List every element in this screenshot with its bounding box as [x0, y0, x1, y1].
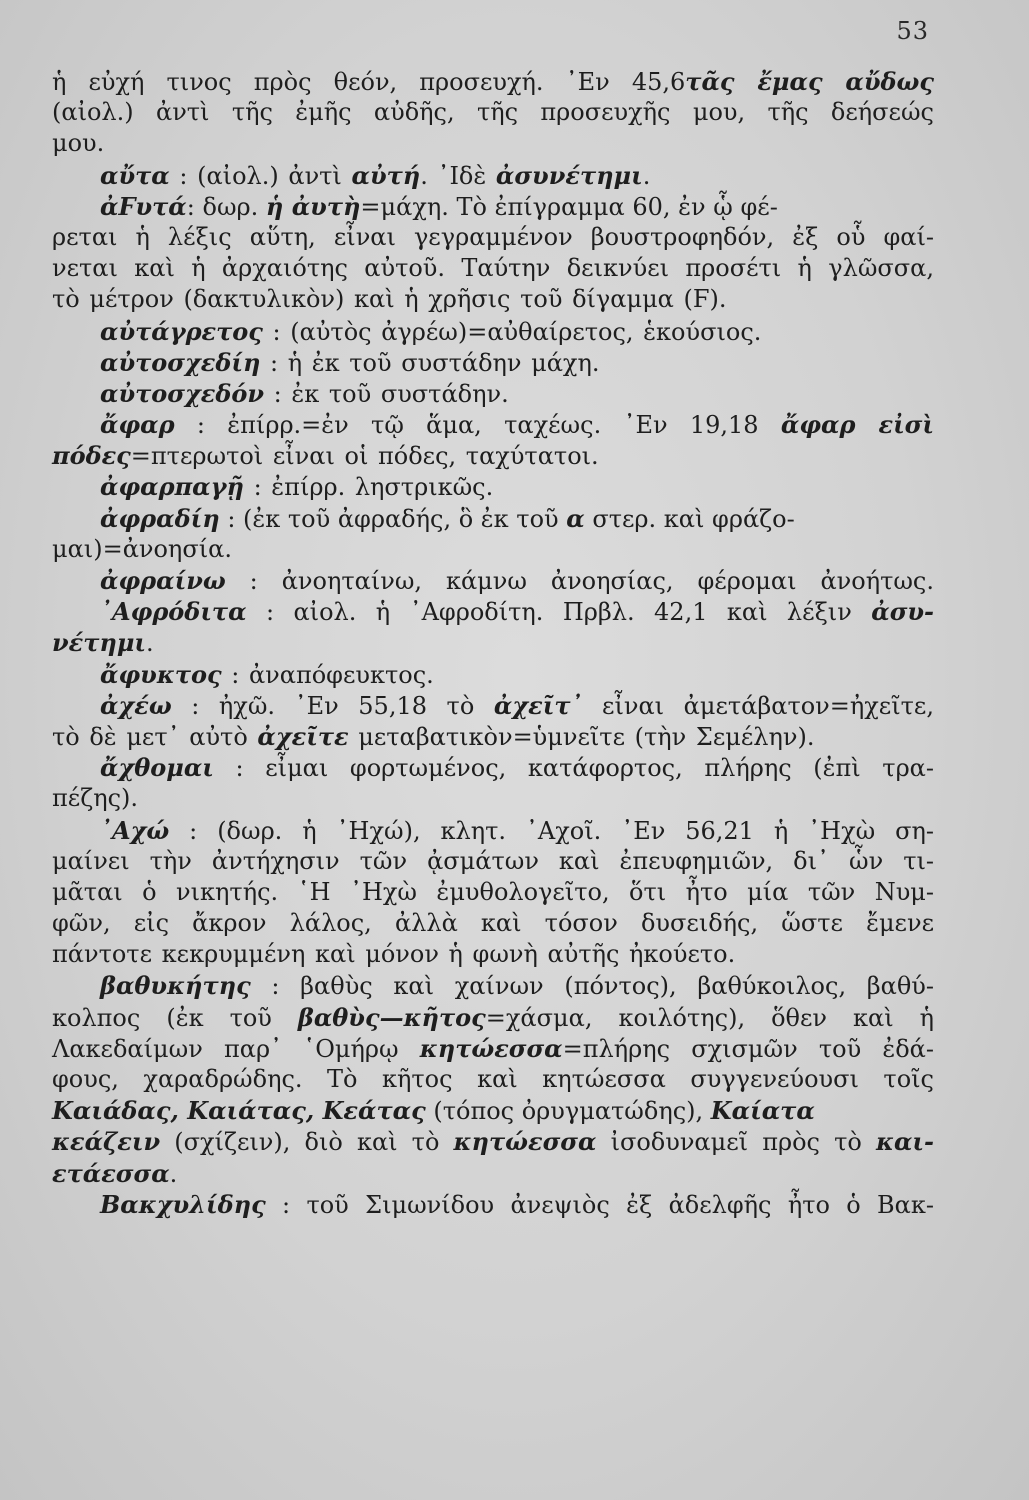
text-line	[52, 1095, 934, 1126]
line-content	[52, 1158, 177, 1190]
headword: ᾿Αχώ	[100, 815, 170, 845]
line-content	[100, 596, 934, 628]
headword: ἄφαρ	[100, 410, 175, 440]
line-content	[52, 1033, 934, 1065]
headword: πόδες	[52, 441, 131, 471]
text-line	[52, 222, 934, 253]
line-content	[52, 1126, 934, 1158]
headword: και-	[875, 1127, 934, 1157]
line-text: τὸ μέτρον (δακτυλικὸν) καὶ ἡ χρῆσις τοῦ δίγαμμα (Ϝ).	[52, 285, 727, 314]
line-content	[100, 378, 509, 410]
text-line	[52, 1002, 934, 1033]
line-content	[52, 284, 727, 315]
headword: Καιάδας, Καιάτας, Κεάτας	[52, 1096, 426, 1126]
line-content	[52, 222, 934, 253]
text-line	[52, 1033, 934, 1064]
line-content	[52, 627, 154, 659]
text-line	[52, 783, 934, 814]
line-text: μαίνει τὴν ἀντήχησιν τῶν ᾀσμάτων καὶ ἐπευφημιῶν, δι᾿ ὧν τι-	[52, 846, 934, 875]
text-line	[52, 191, 934, 222]
text-line	[52, 316, 934, 347]
headword: ἡ ἀυτὴ	[265, 191, 361, 221]
line-text: ἰσοδυναμεῖ πρὸς τὸ	[596, 1128, 876, 1157]
line-content	[100, 191, 778, 223]
line-content	[52, 253, 934, 284]
headword: ᾿Αφρόδιτα	[100, 597, 247, 627]
headword: βαθυκήτης	[100, 971, 251, 1001]
page-number: 53	[896, 17, 929, 45]
line-text: . ᾿Ιδὲ	[420, 161, 496, 190]
text-line	[52, 409, 934, 440]
text-line	[52, 347, 934, 378]
text-line	[52, 440, 934, 471]
line-content	[100, 409, 934, 441]
headword: τᾶς ἔμας αὔδως	[685, 67, 934, 96]
line-content	[52, 1002, 934, 1034]
text-line	[52, 284, 934, 315]
line-content	[52, 846, 934, 877]
headword: ἀφαρπαγῇ	[100, 472, 244, 502]
line-text: : ἐπίρρ. ληστρικῶς.	[243, 473, 494, 502]
line-text: (σχίζειν), διὸ καὶ τὸ	[160, 1128, 454, 1157]
text-line	[52, 471, 934, 502]
line-text: : βαθὺς καὶ χαίνων (πόντος), βαθύκοιλος, βαθύ-	[250, 972, 934, 1001]
line-content	[52, 66, 934, 98]
headword: Βακχυλίδης	[100, 1189, 266, 1219]
text-line	[52, 534, 934, 565]
line-content	[52, 1095, 815, 1127]
text-line	[52, 128, 934, 159]
line-text: : ἡ ἐκ τοῦ συστάδην μάχη.	[260, 348, 600, 377]
line-text: νεται καὶ ἡ ἀρχαιότης αὐτοῦ. Ταύτην δεικνύει προσέτι ἡ γλῶσσα,	[52, 254, 934, 283]
headword: ἀχεῖτε	[257, 721, 349, 751]
headword: αὔτα	[100, 160, 170, 190]
line-content	[52, 908, 934, 939]
line-content	[100, 316, 761, 348]
headword: α	[566, 503, 585, 533]
line-text: : ἐκ τοῦ συστάδην.	[264, 379, 509, 408]
text-line	[52, 1126, 934, 1157]
headword: κητώεσσα	[419, 1033, 563, 1063]
line-text: : (αὐτὸς ἀγρέω)=αὐθαίρετος, ἑκούσιος.	[262, 317, 762, 346]
line-text: : τοῦ Σιμωνίδου ἀνεψιὸς ἐξ ἀδελφῆς ἦτο ὁ Βακ-	[265, 1190, 934, 1219]
text-line	[52, 503, 934, 534]
headword: κεάζειν	[52, 1127, 161, 1157]
text-line	[52, 378, 934, 409]
headword: ἀφραδίη	[100, 503, 220, 533]
line-text: πάντοτε κεκρυμμένη καὶ μόνον ἡ φωνὴ αὐτῆς ἠκούετο.	[52, 940, 736, 969]
line-content	[100, 659, 434, 691]
line-text: : ἐπίρρ.=ἐν τῷ ἅμα, ταχέως. ᾿Εν 19,18	[174, 411, 781, 440]
text-line	[52, 721, 934, 752]
text-line	[52, 690, 934, 721]
headword: κητώεσσα	[453, 1127, 597, 1157]
line-content	[52, 939, 735, 970]
headword: ετάεσσα	[52, 1158, 170, 1188]
text-line	[52, 1189, 934, 1220]
headword: αὐτοσχεδίη	[100, 347, 261, 377]
line-text: : αἰολ. ἡ ᾿Αφροδίτη. Πρβλ. 42,1 καὶ λέξιν	[246, 598, 872, 627]
line-content	[52, 1064, 934, 1095]
line-content	[52, 783, 138, 814]
line-content	[100, 815, 934, 847]
headword: αὐτοσχεδόν	[100, 378, 265, 408]
line-text: : εἶμαι φορτωμένος, κατάφορτος, πλήρης (ἐπὶ τρα-	[213, 754, 934, 783]
text-line	[52, 659, 934, 690]
line-text: πέζης).	[52, 784, 139, 813]
line-text: (τόπος ὀρυγματώδης),	[425, 1097, 711, 1126]
headword: ἄφαρ εἰσὶ	[780, 410, 934, 440]
text-line	[52, 97, 934, 128]
line-text: : δωρ.	[186, 192, 266, 221]
line-content	[52, 877, 934, 908]
text-line	[52, 846, 934, 877]
text-line	[52, 66, 934, 97]
line-content	[100, 1189, 934, 1221]
line-text: ρεται ἡ λέξις αὕτη, εἶναι γεγραμμένον βουστροφηδόν, ἐξ οὗ φαί-	[52, 222, 934, 251]
line-text: : ἠχῶ. ᾿Εν 55,18 τὸ	[171, 691, 494, 720]
text-line	[52, 160, 934, 191]
line-text: Λακεδαίμων παρ᾿ ῾Ομήρῳ	[52, 1034, 420, 1063]
line-content	[52, 440, 599, 472]
line-content	[52, 534, 232, 565]
line-text: : (δωρ. ἡ ᾿Ηχώ), κλητ. ᾿Αχοῖ. ᾿Εν 56,21 ἡ ᾿Ηχὼ ση-	[169, 816, 934, 845]
headword: ἀχέω	[100, 690, 172, 720]
text-line	[52, 752, 934, 783]
headword: Καίατα	[710, 1096, 815, 1126]
headword: νέτημι	[52, 628, 147, 658]
headword: αὐτή	[351, 160, 421, 190]
text-line	[52, 253, 934, 284]
text-line	[52, 596, 934, 627]
line-content	[52, 721, 814, 753]
line-text: μεταβατικὸν=ὑμνεῖτε (τὴν Σεμέλην).	[348, 722, 815, 751]
dictionary-text	[52, 66, 934, 1220]
headword: ἀχεῖτ᾿	[493, 690, 583, 720]
line-content	[100, 565, 934, 597]
headword: ἀσυνέτημι	[495, 160, 643, 190]
line-text: =μάχη. Τὸ ἐπίγραμμα 60, ἐν ᾧ φέ-	[360, 192, 778, 221]
headword: ἀσυ-	[871, 597, 934, 627]
text-line	[52, 565, 934, 596]
line-content	[100, 752, 934, 784]
line-text: .	[146, 629, 154, 658]
line-content	[100, 970, 934, 1002]
line-content	[100, 471, 493, 503]
text-line	[52, 970, 934, 1001]
headword: βαθὺς—κῆτος	[297, 1002, 486, 1032]
line-content	[100, 503, 795, 535]
line-text: .	[169, 1159, 178, 1188]
headword: ἄχθομαι	[100, 753, 214, 783]
line-text: εἶναι ἀμετάβατον=ἠχεῖτε,	[582, 691, 934, 720]
line-text: =πλήρης σχισμῶν τοῦ ἐδά-	[562, 1034, 934, 1063]
headword: ἀφραίνω	[100, 566, 226, 595]
line-text: : (ἐκ τοῦ ἀφραδής, ὃ ἐκ τοῦ	[219, 504, 567, 533]
line-text: μᾶται ὁ νικητής. ῾Η ᾿Ηχὼ ἐμυθολογεῖτο, ὅτι ἦτο μία τῶν Νυμ-	[52, 877, 934, 906]
text-line	[52, 1064, 934, 1095]
text-line	[52, 877, 934, 908]
line-text: =πτερωτοὶ εἶναι οἱ πόδες, ταχύτατοι.	[130, 442, 599, 471]
line-content	[52, 128, 104, 159]
line-text: .	[642, 161, 651, 190]
line-content	[100, 690, 934, 722]
headword: ἀϜυτά	[100, 191, 187, 221]
line-content	[100, 347, 599, 379]
text-line	[52, 1158, 934, 1189]
text-line	[52, 908, 934, 939]
line-text: στερ. καὶ φράζο-	[584, 504, 795, 533]
line-text: (αἰολ.) ἀντὶ τῆς ἐμῆς αὐδῆς, τῆς προσευχῆς μου, τῆς δεήσεώς	[52, 98, 934, 127]
text-line	[52, 627, 934, 658]
line-text: φους, χαραδρώδης. Τὸ κῆτος καὶ κητώεσσα συγγενεύουσι τοῖς	[52, 1065, 934, 1093]
line-text: φῶν, εἰς ἄκρον λάλος, ἀλλὰ καὶ τόσον δυσειδής, ὥστε ἔμενε	[52, 909, 934, 938]
line-text: μου.	[52, 129, 105, 158]
headword: ἄφυκτος	[100, 659, 222, 689]
line-text: μαι)=ἀνοησία.	[52, 534, 232, 563]
line-text: τὸ δὲ μετ᾿ αὐτὸ	[52, 722, 258, 751]
line-text: κολπος (ἐκ τοῦ	[52, 1003, 298, 1032]
line-content	[52, 97, 934, 128]
headword: αὐτάγρετος	[100, 316, 263, 346]
text-line	[52, 939, 934, 970]
line-text: ἡ εὐχή τινος πρὸς θεόν, προσευχή. ᾿Εν 45,6	[52, 68, 686, 96]
line-text: : ἀναπόφευκτος.	[221, 660, 434, 689]
text-line	[52, 815, 934, 846]
line-text: : ἀνοηταίνω, κάμνω ἀνοησίας, φέρομαι ἀνοήτως.	[225, 567, 934, 595]
line-text: : (αἰολ.) ἀντὶ	[169, 161, 352, 190]
line-text: =χάσμα, κοιλότης), ὅθεν καὶ ἡ	[485, 1003, 934, 1032]
line-content	[100, 160, 650, 192]
